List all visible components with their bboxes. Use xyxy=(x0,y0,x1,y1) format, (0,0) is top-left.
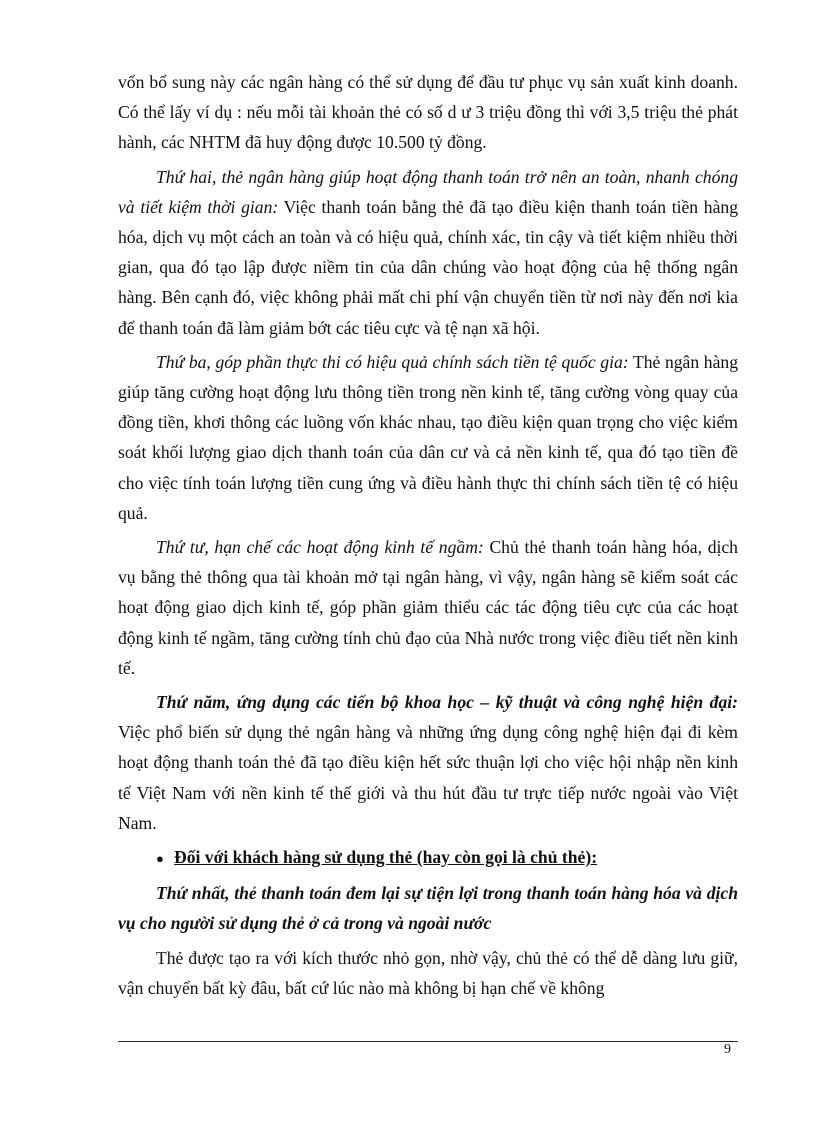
paragraph-body: Việc thanh toán bằng thẻ đã tạo điều kiện thanh toán tiền hàng hóa, dịch vụ một cách an toàn và có hiệu quả, chính xác, tin cậy và tiết kiệm nhiều thời gian, qua đó tạo lập được niềm tin của dân chúng vào hoạt động của hệ thống ngân hàng. Bên cạnh đó, việc không phải mất chi phí vận chuyển tiền từ nơi này đến nơi kia để thanh toán đã làm giảm bớt các tiêu cực và tệ nạn xã hội. xyxy=(118,196,738,338)
paragraph-body: Việc phổ biến sử dụng thẻ ngân hàng và những ứng dụng công nghệ hiện đại đi kèm hoạt động thanh toán thẻ đã tạo điều kiện hết sức thuận lợi cho việc hội nhập nền kinh tế Việt Nam với nền kinh tế thế giới và thu hút đầu tư trực tiếp nước ngoài vào Việt Nam. xyxy=(118,722,738,833)
paragraph-second-benefit xyxy=(118,162,738,343)
bullet-heading: Đối với khách hàng sử dụng thẻ (hay còn gọi là chủ thẻ): xyxy=(174,847,598,868)
paragraph-lead: Thứ năm, ứng dụng các tiến bộ khoa học – kỹ thuật và công nghệ hiện đại: xyxy=(156,692,738,713)
paragraph-fourth-benefit xyxy=(118,532,738,683)
paragraph-body: Chủ thẻ thanh toán hàng hóa, dịch vụ bằng thẻ thông qua tài khoản mở tại ngân hàng, vì vậy, ngân hàng sẽ kiểm soát các hoạt động giao dịch kinh tế, góp phần giảm thiểu các tác động tiêu cực của các hoạt động kinh tế ngầm, tăng cường tính chủ đạo của Nhà nước trong việc điều tiết nền kinh tế. xyxy=(118,537,738,678)
section-heading-first-benefit: Thứ nhất, thẻ thanh toán đem lại sự tiện lợi trong thanh toán hàng hóa và dịch vụ cho người sử dụng thẻ ở cả trong và ngoài nước xyxy=(118,883,738,934)
bullet-item-cardholders xyxy=(118,842,738,874)
bullet-icon: ● xyxy=(156,851,164,867)
paragraph-lead: Thứ hai, thẻ ngân hàng giúp hoạt động thanh toán trở nên an toàn, nhanh chóng và tiết kiệm thời gian: xyxy=(118,166,738,217)
paragraph-lead: Thứ ba, góp phần thực thi có hiệu quả chính sách tiền tệ quốc gia: xyxy=(156,351,629,372)
paragraph-body: Thẻ ngân hàng giúp tăng cường hoạt động lưu thông tiền trong nền kinh tế, tăng cường vòng quay của đồng tiền, khơi thông các luồng vốn khác nhau, tạo điều kiện quan trọng cho việc kiểm soát khối lượng giao dịch thanh toán của dân cư và cả nền kinh tế, qua đó tạo tiền đề cho việc tính toán lượng tiền cung ứng và điều hành thực thi chính sách tiền tệ có hiệu quả. xyxy=(118,351,738,523)
document-body xyxy=(118,67,738,1007)
page-number: 9 xyxy=(724,1042,731,1057)
paragraph-continuation: vốn bổ sung này các ngân hàng có thể sử dụng để đầu tư phục vụ sản xuất kinh doanh. Có thể lấy ví dụ : nếu mỗi tài khoản thẻ có số d ư 3 triệu đồng thì với 3,5 triệu thẻ phát hành, các NHTM đã huy động được 10.500 tỷ đồng. xyxy=(118,72,738,153)
paragraph-lead: Thứ tư, hạn chế các hoạt động kinh tế ngầm: xyxy=(156,537,484,558)
paragraph-card-convenience: Thẻ được tạo ra với kích thước nhỏ gọn, nhờ vậy, chủ thẻ có thể dễ dàng lưu giữ, vận chuyển bất kỳ đâu, bất cứ lúc nào mà không bị hạn chế về không xyxy=(118,947,738,998)
paragraph-third-benefit xyxy=(118,347,738,528)
paragraph-fifth-benefit xyxy=(118,687,738,838)
footer-divider xyxy=(118,1041,738,1042)
